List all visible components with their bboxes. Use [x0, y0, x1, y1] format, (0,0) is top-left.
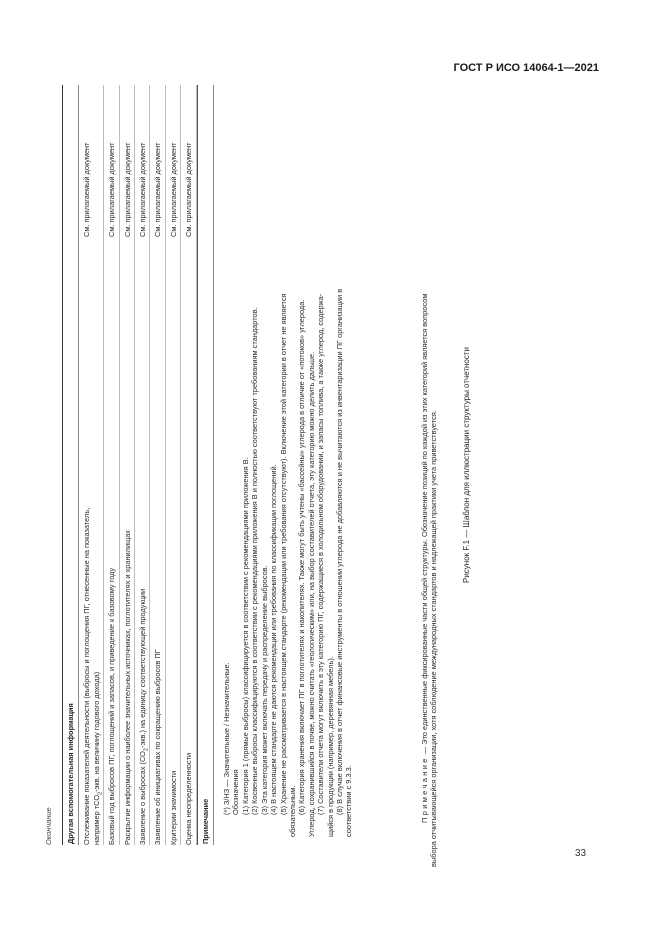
- legend-line: Обозначения: [231, 769, 241, 815]
- note-item-continuation: соответствии с 9.3.3.: [344, 765, 354, 837]
- row-reference: См. прилагаемый документ: [122, 142, 132, 237]
- note-item-continuation: щийся в продукции (например, деревянная мебель).: [325, 656, 335, 837]
- note-item: (7) Составители отчета могут включить в эту категорию ПГ, содержащиеся в холодильном оборудовании, и запасы топлива, а также углерод, содержа-: [316, 293, 326, 815]
- figure-note-label: Примечание: [420, 756, 429, 823]
- subscript: 2: [143, 748, 150, 752]
- table-row: [120, 85, 135, 845]
- page-number: 33: [575, 848, 587, 859]
- row-text: -экв. на величину годового дохода): [91, 671, 101, 792]
- row-reference: См. прилагаемый документ: [107, 142, 117, 237]
- report-table: [62, 85, 354, 845]
- row-description: [138, 237, 150, 845]
- row-text: Отслеживание показателей деятельности (выбросы и поглощения ПГ, отнесенные на показатель,: [82, 507, 92, 845]
- row-reference: См. прилагаемый документ: [82, 142, 92, 237]
- note-item: (3) Эта категория может включать передачу и распределение выбросов.: [259, 565, 269, 815]
- row-text: -экв.) на единицу соответствующей продукции: [138, 588, 148, 748]
- figure-caption: Рисунок F.1 — Шаблон для иллюстрации структуры отчетности: [462, 347, 471, 584]
- notes-block: [214, 85, 354, 845]
- figure-note-text: — Это единственные фиксированные части общей структуры. Обозначение позиций по каждой из этих категорий является вопросом: [420, 293, 429, 757]
- table-row: [79, 85, 104, 845]
- row-text: например тСО: [91, 794, 101, 845]
- row-description: Базовый год выбросов ПГ, поглощений и запасов, и приведение к базовому году: [107, 567, 117, 845]
- table-row: [150, 85, 165, 845]
- note-item: (5) Хранение не рассматривается в настоящем стандарте (рекомендации или требования отсутствуют). Включение этой категории в отчет не является: [278, 293, 288, 815]
- row-description: Раскрытие информации о наиболее значительных источниках, поглотителях и хранилищах: [122, 530, 132, 845]
- table-row: [135, 85, 150, 845]
- row-reference: См. прилагаемый документ: [138, 142, 148, 237]
- table-note-title: Примечание: [197, 85, 214, 845]
- note-item-continuation: обязательным.: [287, 785, 297, 837]
- subscript: 2: [97, 791, 104, 795]
- row-reference: См. прилагаемый документ: [184, 142, 194, 237]
- row-reference: См. прилагаемый документ: [168, 142, 178, 237]
- note-item: (8) В случае включения в отчет финансовые инструменты в отношении углерода не добавляются и не вычитаются из инвентаризации ПГ организации в: [334, 288, 344, 815]
- note-item: (1) Категория 1 (прямые выбросы) классифицируется в соответствии с рекомендациями приложения В.: [240, 457, 250, 815]
- note-item: (4) В настоящем стандарте не даются рекомендации или требования по классификации поглощений.: [269, 464, 279, 815]
- figure-note-text: выбора отчитывающейся организации, хотя соблюдение международных стандартов и надлежащей практики учета приветствуется.: [429, 410, 439, 867]
- continued-label: Окончание: [44, 807, 53, 845]
- legend-line: (*) З/НЗ — Значительные / Незначительные.: [222, 662, 232, 815]
- figure-note: [420, 85, 439, 867]
- standard-header: ГОСТ Р ИСО 14064-1—2021: [453, 62, 599, 74]
- row-description: Оценка неопределенности: [184, 752, 194, 845]
- note-item: (6) Категория хранения включает ПГ в поглотителях и накопителях. Также могут быть учтены «бассейны» углерода в отличие от «потоков» углерода.: [297, 299, 307, 815]
- rotated-content: [42, 85, 492, 867]
- row-description: Заявление об инициативах по сокращению выбросов ПГ: [153, 649, 163, 845]
- row-text: Заявление о выбросах (СО: [138, 751, 148, 845]
- table-row: [166, 85, 181, 845]
- note-item: (2) Косвенные выбросы классифицируются в соответствии с рекомендациями приложения В и полностью соответствуют требованиям стандартов.: [250, 307, 260, 815]
- row-description: [82, 237, 104, 845]
- table-row: [104, 85, 119, 845]
- note-item-continuation: Углерод, сохранившийся в почве, можно считать «геологическим» или, на выбор составителей отчета, эту категорию можно делить дальше.: [306, 351, 316, 837]
- table-row: [181, 85, 196, 845]
- row-description: Критерии значимости: [168, 770, 178, 845]
- row-reference: См. прилагаемый документ: [153, 142, 163, 237]
- section-title: Другая вспомогательная информация: [63, 85, 79, 845]
